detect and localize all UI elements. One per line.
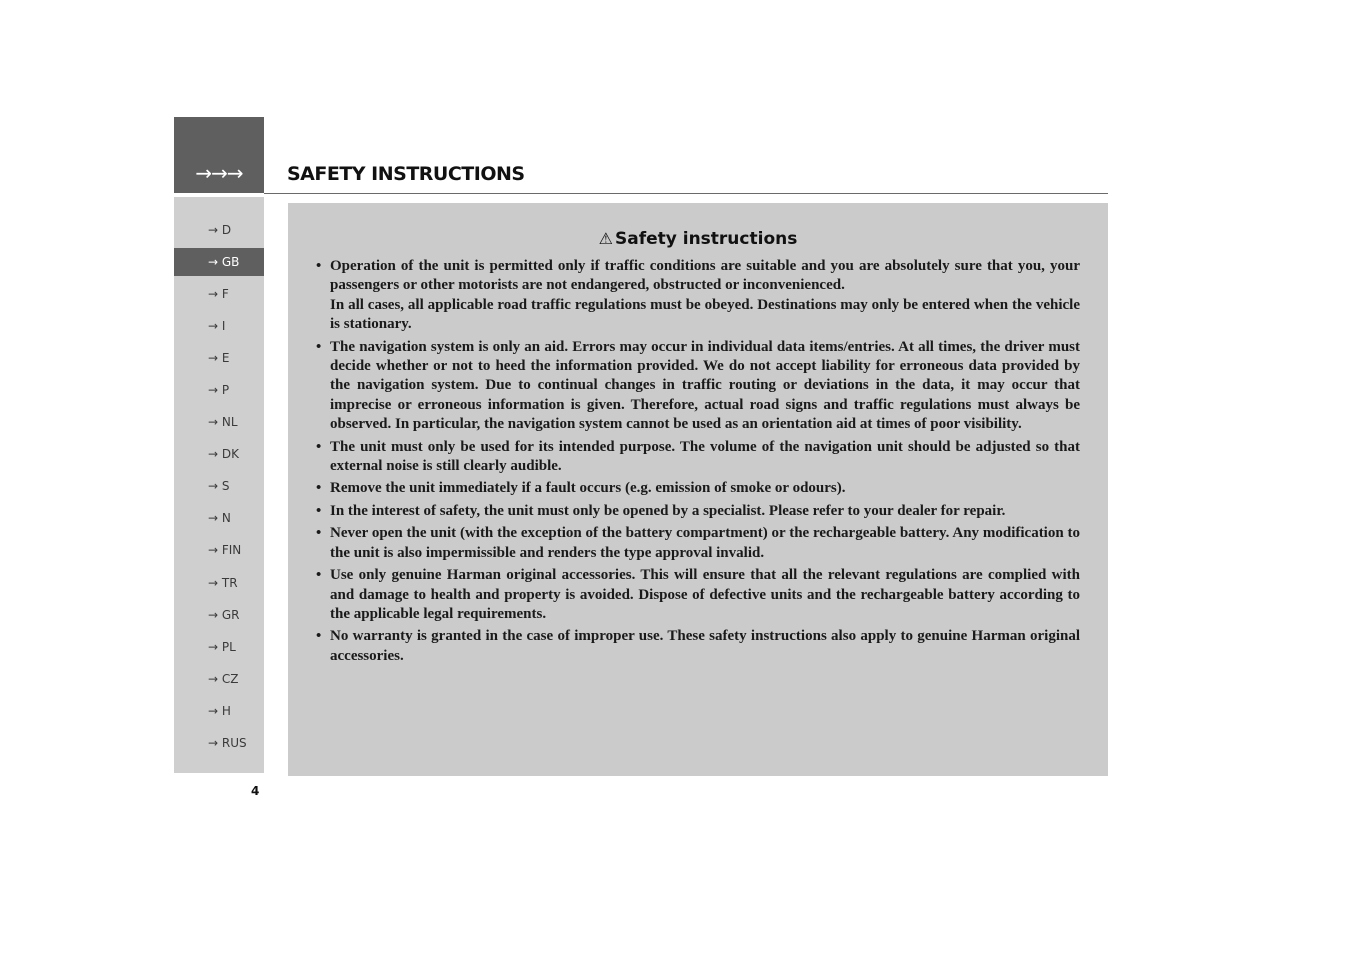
- bullet-text: [330, 438, 1080, 477]
- list-item: [316, 502, 1080, 521]
- sidebar-item-rus[interactable]: → RUS: [208, 735, 247, 750]
- bullet-paragraph: Remove the unit immediately if a fault occurs (e.g. emission of smoke or odours).: [330, 480, 846, 497]
- bullet-icon: •: [316, 338, 322, 355]
- bullet-icon: •: [316, 438, 322, 455]
- list-item: [316, 566, 1080, 624]
- bullet-paragraph: The unit must only be used for its intended purpose. The volume of the navigation unit should be adjusted so that external noise is still clearly audible.: [330, 438, 1080, 475]
- sidebar-item-dk[interactable]: → DK: [208, 447, 239, 462]
- list-item: [316, 257, 1080, 335]
- bullet-text: [330, 524, 1080, 563]
- section-heading: [288, 229, 1108, 249]
- bullet-icon: •: [316, 525, 322, 542]
- bullet-paragraph: Operation of the unit is permitted only if traffic conditions are suitable and you are absolutely sure that you, your passengers or other motorists are not endangered, obstructed or inconvenienced.: [330, 258, 1080, 294]
- list-item: [316, 627, 1080, 666]
- sidebar-item-pl[interactable]: → PL: [208, 639, 236, 654]
- bullet-paragraph: Never open the unit (with the exception of the battery compartment) or the rechargeable battery. Any modification to the unit is also impermissible and renders the type approval invalid.: [330, 525, 1080, 561]
- sidebar-item-n[interactable]: → N: [208, 511, 231, 526]
- bullet-icon: •: [316, 628, 322, 645]
- header-block: [174, 117, 264, 193]
- page-number: 4: [251, 784, 260, 798]
- language-list: [174, 216, 264, 761]
- sidebar-item-gr[interactable]: → GR: [208, 607, 240, 622]
- bullet-icon: •: [316, 567, 322, 584]
- sidebar-item-gb[interactable]: → GB: [174, 248, 264, 276]
- sidebar-item-d[interactable]: → D: [208, 223, 232, 237]
- language-sidebar: [174, 197, 264, 773]
- bullet-text: [330, 257, 1080, 335]
- safety-bullet-list: [316, 257, 1080, 669]
- bullet-text: [330, 502, 1080, 521]
- bullet-icon: •: [316, 502, 322, 519]
- list-item: [316, 438, 1080, 477]
- sidebar-item-fin[interactable]: → FIN: [208, 543, 242, 558]
- sidebar-item-f[interactable]: → F: [208, 287, 229, 302]
- bullet-text: [330, 479, 1080, 498]
- sidebar-item-s[interactable]: → S: [208, 479, 230, 494]
- bullet-text: [330, 627, 1080, 666]
- bullet-paragraph: Use only genuine Harman original accessories. This will ensure that all the relevant regulations are complied with and damage to health and property is avoided. Dispose of defective units and the rechargeable battery according to the applicable legal requirements.: [330, 567, 1080, 622]
- list-item: [316, 338, 1080, 435]
- bullet-text: [330, 338, 1080, 435]
- bullet-paragraph: In all cases, all applicable road traffic regulations must be obeyed. Destinations may only be entered when the vehicle is stationary.: [330, 296, 1080, 333]
- bullet-paragraph: In the interest of safety, the unit must only be opened by a specialist. Please refer to your dealer for repair.: [330, 502, 1006, 519]
- title-divider: [264, 193, 1108, 194]
- list-item: [316, 479, 1080, 498]
- sidebar-item-p[interactable]: → P: [208, 383, 230, 398]
- sidebar-item-cz[interactable]: → CZ: [208, 671, 239, 686]
- heading-text: Safety instructions: [614, 229, 798, 249]
- list-item: [316, 524, 1080, 563]
- sidebar-item-tr[interactable]: → TR: [208, 575, 238, 590]
- triple-arrow-icon: →→→: [195, 161, 243, 185]
- bullet-text: [330, 566, 1080, 624]
- bullet-icon: •: [316, 480, 322, 497]
- sidebar-item-e[interactable]: → E: [208, 351, 230, 366]
- page-title: SAFETY INSTRUCTIONS: [287, 163, 525, 185]
- bullet-paragraph: The navigation system is only an aid. Errors may occur in individual data items/entries. At all times, the driver must decide whether or not to heed the information provided. We do not accept liability for erroneous data provided by the navigation system. Due to continual changes in traffic routing or deviations in the data, it may occur that imprecise or erroneous information is given. Therefore, actual road signs and traffic regulations must always be observed. In particular, the navigation system cannot be used as an orientation aid at times of poor visibility.: [330, 338, 1080, 433]
- safety-content-box: [288, 203, 1108, 776]
- sidebar-item-h[interactable]: → H: [208, 703, 231, 718]
- warning-triangle-icon: ⚠: [598, 229, 613, 248]
- sidebar-item-nl[interactable]: → NL: [208, 415, 238, 430]
- sidebar-item-i[interactable]: → I: [208, 319, 226, 334]
- bullet-paragraph: No warranty is granted in the case of improper use. These safety instructions also apply to genuine Harman original accessories.: [330, 628, 1080, 664]
- bullet-icon: •: [316, 258, 322, 274]
